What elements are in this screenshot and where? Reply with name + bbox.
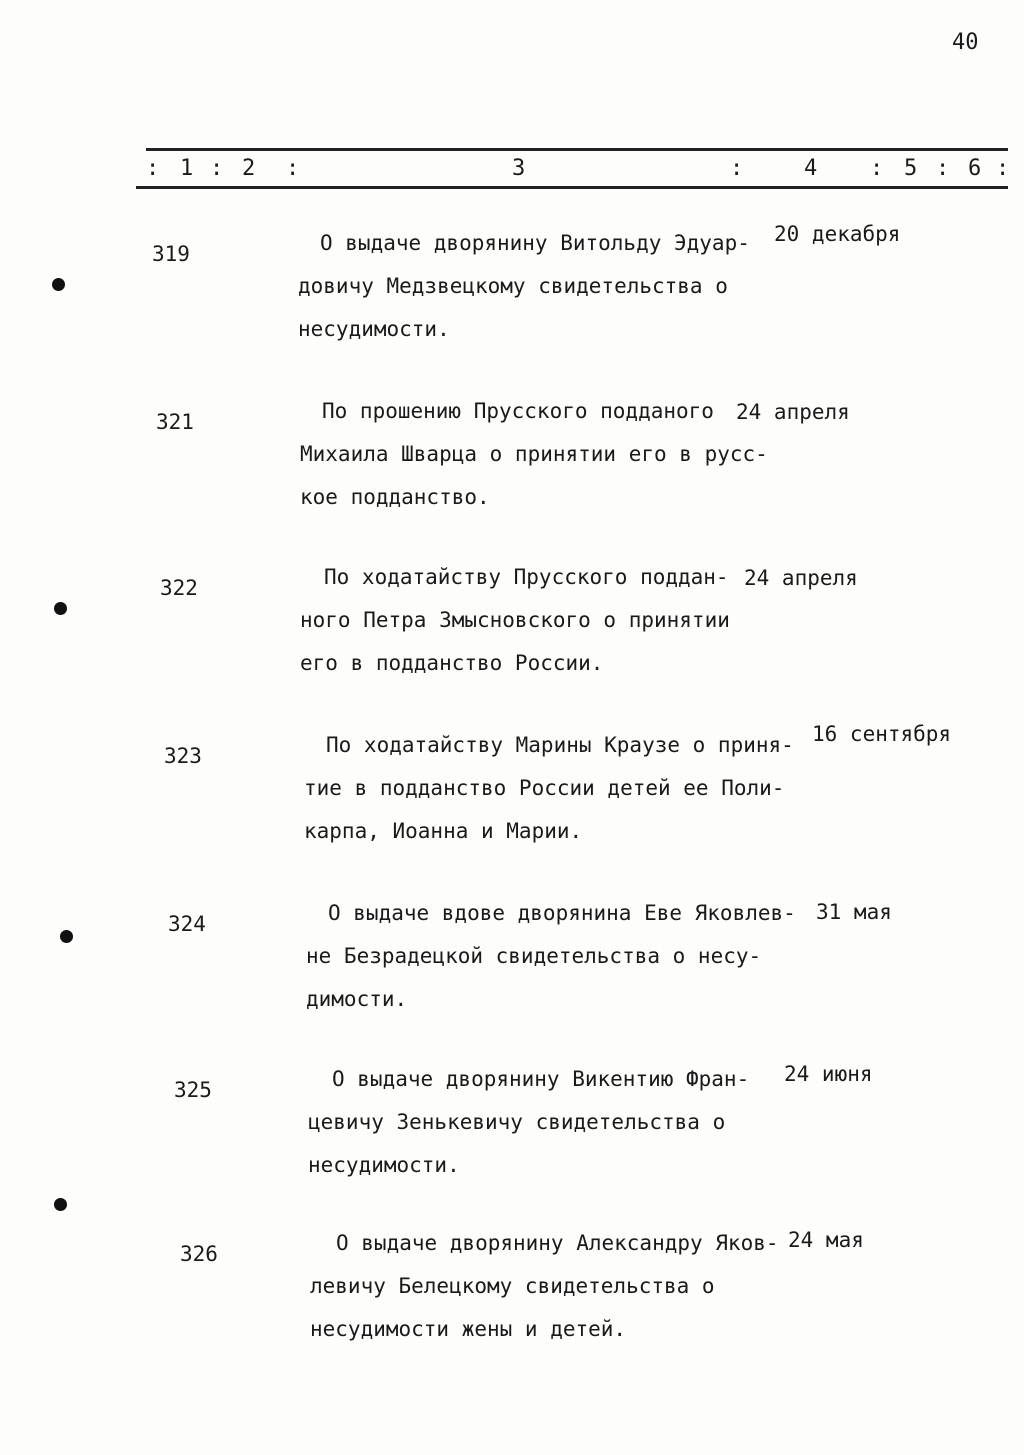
entry-line: По прошению Прусского подданого — [322, 399, 714, 423]
entry-number: 326 — [180, 1242, 218, 1266]
entry-line: несудимости. — [308, 1153, 460, 1177]
entry-line: тие в подданство России детей ее Поли- — [304, 776, 785, 800]
entry-date: 24 апреля — [736, 400, 850, 424]
binder-hole — [54, 1198, 67, 1211]
entry-line: О выдаче дворянину Витольду Эдуар- — [320, 231, 750, 255]
entry-description — [298, 222, 778, 351]
column-separator: : — [996, 156, 1010, 181]
entry-line: не Безрадецкой свидетельства о несу- — [306, 944, 762, 968]
entry-line: кое подданство. — [300, 485, 490, 509]
binder-hole — [52, 278, 65, 291]
entry-line: Михаила Шварца о принятии его в русс- — [300, 442, 768, 466]
entry-line: несудимости жены и детей. — [310, 1317, 627, 1341]
header-rule-top — [146, 148, 1008, 151]
column-header-1: 1 — [180, 156, 194, 181]
column-separator: : — [286, 156, 300, 181]
entry-number: 319 — [152, 242, 190, 266]
entry-description — [306, 892, 796, 1021]
entry-date: 24 мая — [788, 1228, 864, 1252]
binder-hole — [60, 930, 73, 943]
entry-description — [300, 390, 780, 519]
binder-hole — [54, 602, 67, 615]
entry-line: довичу Медзвецкому свидетельства о — [298, 274, 728, 298]
column-header-6: 6 — [968, 156, 982, 181]
entry-line: цевичу Зенькевичу свидетельства о — [308, 1110, 726, 1134]
entry-date: 24 июня — [784, 1062, 873, 1086]
entry-number: 321 — [156, 410, 194, 434]
entry-description — [308, 1058, 788, 1187]
entry-date: 16 сентября — [812, 722, 952, 746]
entry-number: 325 — [174, 1078, 212, 1102]
entry-date: 24 апреля — [744, 566, 858, 590]
entry-line: О выдаче дворянину Александру Яков- — [336, 1231, 779, 1255]
entry-description — [300, 556, 780, 685]
column-header-row — [0, 156, 1024, 186]
column-separator: : — [210, 156, 224, 181]
column-header-5: 5 — [904, 156, 918, 181]
column-separator: : — [936, 156, 950, 181]
column-header-2: 2 — [242, 156, 256, 181]
entry-line: По ходатайству Марины Краузе о приня- — [326, 733, 794, 757]
entry-line: карпа, Иоанна и Марии. — [304, 819, 583, 843]
entry-line: О выдаче дворянину Викентию Фран- — [332, 1067, 750, 1091]
entry-line: левичу Белецкому свидетельства о — [310, 1274, 715, 1298]
entry-description — [304, 724, 794, 853]
entry-description — [310, 1222, 790, 1351]
column-separator: : — [870, 156, 884, 181]
column-separator: : — [146, 156, 160, 181]
column-header-3: 3 — [512, 156, 526, 181]
entry-line: его в подданство России. — [300, 651, 604, 675]
entry-number: 324 — [168, 912, 206, 936]
entry-line: ного Петра Змысновского о принятии — [300, 608, 730, 632]
entry-date: 20 декабря — [774, 222, 901, 246]
column-header-4: 4 — [804, 156, 818, 181]
entry-date: 31 мая — [816, 900, 892, 924]
header-rule-bottom — [136, 186, 1008, 189]
entry-line: О выдаче вдове дворянина Еве Яковлев- — [328, 901, 796, 925]
entry-number: 322 — [160, 576, 198, 600]
entry-line: димости. — [306, 987, 408, 1011]
column-separator: : — [730, 156, 744, 181]
page-number: 40 — [952, 30, 979, 55]
entry-line: несудимости. — [298, 317, 450, 341]
entry-line: По ходатайству Прусского поддан- — [324, 565, 729, 589]
entry-number: 323 — [164, 744, 202, 768]
